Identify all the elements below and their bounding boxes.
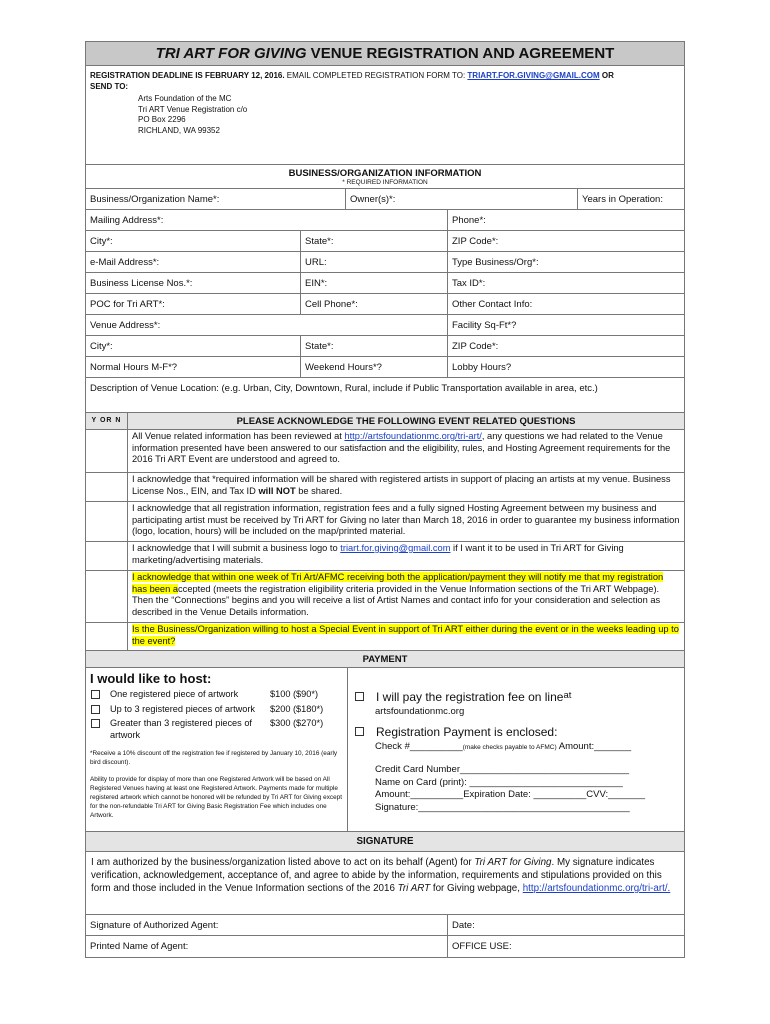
- deadline-or: OR: [599, 71, 614, 80]
- ack-item: [86, 502, 684, 542]
- hours-field[interactable]: Normal Hours M-F*?: [86, 357, 301, 377]
- ack-text: , any questions we had related to the Venue information presented have been answered to our satisfaction and the eligibility, rules, and Hosting Agreement requirements for the 2016 Tri ART Event are understood and agreed to.: [132, 431, 671, 465]
- check-payable-note: (make checks payable to AFMC): [462, 744, 557, 751]
- deadline-date: REGISTRATION DEADLINE IS FEBRUARY 12, 2016.: [90, 71, 285, 80]
- city-field[interactable]: City*:: [86, 231, 301, 251]
- host-option[interactable]: [90, 689, 343, 701]
- ack-text: be shared.: [295, 485, 343, 496]
- checkbox[interactable]: [355, 727, 364, 736]
- host-options: [86, 668, 348, 831]
- ack-text: if I want it to be used in Tri ART for Giving marketing/advertising materials.: [132, 543, 624, 565]
- venue-city-field[interactable]: City*:: [86, 336, 301, 356]
- enclosed-label: Registration Payment is enclosed:: [376, 725, 558, 739]
- office-use-field: OFFICE USE:: [452, 941, 512, 952]
- yorn-box[interactable]: [86, 473, 128, 501]
- card-amount-field[interactable]: Amount:__________Expiration Date: __________CVV:_______: [375, 789, 646, 800]
- form-row: [86, 189, 684, 210]
- ack-text: All Venue related information has been reviewed at: [132, 431, 345, 441]
- business-section-heading: [86, 165, 684, 189]
- sig-text: I am authorized by the business/organization listed above to act on its behalf (Agent) for: [91, 857, 475, 868]
- online-label: I will pay the registration fee on line: [376, 690, 564, 704]
- registration-form: [85, 41, 685, 958]
- tri-art-link[interactable]: http://artsfoundationmc.org/tri-art/.: [522, 883, 671, 894]
- check-amount: Amount:_______: [556, 741, 632, 752]
- option-label: Up to 3 registered pieces of artwork: [110, 703, 256, 714]
- email-link[interactable]: triart.for.giving@gmail.com: [340, 543, 451, 553]
- signature-statement: [86, 852, 684, 915]
- form-title: [86, 42, 684, 66]
- checkbox[interactable]: [91, 719, 100, 728]
- option-price: $200 ($180*): [270, 703, 324, 714]
- host-title: I would like to host:: [90, 671, 212, 686]
- venue-state-field[interactable]: State*:: [301, 336, 448, 356]
- phone-field[interactable]: Phone*:: [452, 215, 486, 226]
- address-line: Arts Foundation of the MC: [138, 94, 232, 103]
- signature-field[interactable]: Signature of Authorized Agent:: [86, 915, 448, 935]
- discount-note: *Receive a 10% discount off the registration fee if registered by January 10, 2016 (early bird discount).: [90, 750, 338, 766]
- option-price: $100 ($90*): [270, 689, 319, 699]
- form-row: [86, 315, 684, 336]
- ack-text: I acknowledge that I will submit a business logo to: [132, 543, 341, 553]
- yorn-box[interactable]: [86, 502, 128, 541]
- sig-text: . My signature indicates verification, acknowledgement, acceptance of, and agree to abide by the information, requirements and stipulations provided on this form and those included in the Venue Information sections of the 2016: [91, 857, 662, 894]
- sqft-field[interactable]: Facility Sq-Ft*?: [452, 320, 517, 331]
- payment-section: [86, 668, 684, 832]
- card-number-field[interactable]: Credit Card Number________________________________: [375, 764, 630, 775]
- yorn-box[interactable]: [86, 571, 128, 622]
- tax-id-field[interactable]: Tax ID*:: [452, 278, 486, 289]
- owners-field[interactable]: Owner(s)*:: [346, 189, 578, 209]
- signature-heading: SIGNATURE: [86, 832, 684, 852]
- ack-item: [86, 571, 684, 623]
- check-number: Check #__________: [375, 741, 463, 752]
- checkbox[interactable]: [91, 705, 100, 714]
- host-option[interactable]: [90, 704, 343, 716]
- yorn-box[interactable]: [86, 542, 128, 570]
- ack-text: I acknowledge that *required information will be shared with registered artists in support of placing an artists at my venue. Business License Nos., EIN, and Tax ID: [132, 474, 671, 496]
- cell-phone-field[interactable]: Cell Phone*:: [301, 294, 448, 314]
- license-field[interactable]: Business License Nos.*:: [86, 273, 301, 293]
- title-italic: TRI ART FOR GIVING: [155, 45, 307, 62]
- yorn-label: Y OR N: [86, 413, 128, 429]
- mailing-address-field[interactable]: Mailing Address*:: [86, 210, 448, 230]
- payment-methods: [348, 668, 684, 831]
- business-type-field[interactable]: Type Business/Org*:: [452, 257, 539, 268]
- acknowledge-heading: PLEASE ACKNOWLEDGE THE FOLLOWING EVENT RELATED QUESTIONS: [236, 416, 576, 427]
- send-to-label: SEND TO:: [90, 81, 129, 91]
- title-rest: VENUE REGISTRATION AND AGREEMENT: [306, 45, 615, 62]
- date-field[interactable]: Date:: [452, 920, 475, 931]
- host-option[interactable]: [90, 718, 343, 741]
- form-row: [86, 294, 684, 315]
- yorn-box[interactable]: [86, 623, 128, 650]
- business-heading: BUSINESS/ORGANIZATION INFORMATION: [288, 168, 482, 179]
- form-row: [86, 336, 684, 357]
- enclosed-option[interactable]: [354, 725, 678, 739]
- ack-highlight: I acknowledge that within one week of Tri Art/AFMC receiving both the application/payment they will notify me that my registration has been a: [132, 572, 664, 594]
- address-line: Tri ART Venue Registration c/o: [138, 104, 248, 114]
- signature-row: [86, 915, 684, 936]
- zip-field[interactable]: ZIP Code*:: [452, 236, 499, 247]
- card-name-field[interactable]: Name on Card (print): _____________________________: [375, 776, 623, 788]
- sig-italic: Tri ART for Giving: [474, 857, 552, 868]
- form-row: [86, 357, 684, 378]
- checkbox[interactable]: [91, 690, 100, 699]
- check-line[interactable]: [354, 741, 678, 752]
- card-signature-field[interactable]: Signature:________________________________________: [375, 801, 630, 813]
- email-link[interactable]: TRIART.FOR.GIVING@GMAIL.COM: [467, 71, 600, 80]
- checkbox[interactable]: [355, 692, 364, 701]
- name-row: [86, 936, 684, 957]
- years-field[interactable]: Years in Operation:: [582, 194, 663, 205]
- form-row: [86, 273, 684, 294]
- mailing-address: [90, 94, 680, 136]
- option-label: Greater than 3 registered pieces of artwork: [110, 718, 252, 740]
- poc-field[interactable]: POC for Tri ART*:: [86, 294, 301, 314]
- online-at: at: [563, 690, 572, 701]
- state-field[interactable]: State*:: [301, 231, 448, 251]
- form-row: [86, 231, 684, 252]
- ack-item: [86, 623, 684, 651]
- sig-italic: Tri ART: [397, 883, 431, 894]
- address-line: RICHLAND, WA 99352: [138, 125, 220, 135]
- deadline-section: [86, 66, 684, 165]
- url-field[interactable]: URL:: [301, 252, 448, 272]
- form-row: [86, 210, 684, 231]
- printed-name-field[interactable]: Printed Name of Agent:: [86, 936, 448, 957]
- business-name-field[interactable]: Business/Organization Name*:: [86, 189, 346, 209]
- online-option[interactable]: [354, 690, 678, 704]
- venue-description-field[interactable]: Description of Venue Location: (e.g. Urban, City, Downtown, Rural, include if Public Transportation available in area, etc.): [86, 378, 684, 413]
- other-contact-field[interactable]: Other Contact Info:: [452, 299, 533, 310]
- ack-item: [86, 430, 684, 473]
- ack-text: ccepted (meets the registration eligibility criteria provided in the Venue Information sections of the Tri ART Webpage). Then the “Connections” begins and you will receive a list of Artist Names and contact info for your consideration and selection as described in the Venue Details information.: [132, 583, 661, 617]
- option-label: One registered piece of artwork: [110, 689, 239, 699]
- ack-text: I acknowledge that all registration information, registration fees and a fully signed Hosting Agreement between my business and participating artist must be received by Tri ART for Giving no later than March 18, 2016 in order to guarantee my business information (logo, location, hours) will be included on the map/printed material.: [132, 503, 680, 537]
- ein-field[interactable]: EIN*:: [301, 273, 448, 293]
- ack-bold: will NOT: [258, 485, 296, 496]
- credit-card-fields: [354, 764, 678, 814]
- display-note: Ability to provide for display of more than one Registered Artwork will be based on All Registered Venues having at least one Registered Artwork. Payments made for multiple registered artwork which cannot be honored will be refunded by Tri ART for Giving except for the non-refundable Tri ART for Giving Basic Registration Fee which includes one Artwork.: [90, 776, 342, 819]
- payment-heading: PAYMENT: [86, 651, 684, 668]
- required-note: * REQUIRED INFORMATION: [342, 179, 428, 186]
- ack-item: [86, 542, 684, 571]
- email-field[interactable]: e-Mail Address*:: [86, 252, 301, 272]
- sig-text: for Giving webpage,: [430, 883, 523, 894]
- lobby-hours-field[interactable]: Lobby Hours?: [452, 362, 512, 373]
- option-price: $300 ($270*): [270, 718, 324, 728]
- yorn-box[interactable]: [86, 430, 128, 472]
- ack-highlight: Is the Business/Organization willing to host a Special Event in support of Tri ART either during the event or in the weeks leading up to the event?: [132, 624, 679, 646]
- form-row: [86, 252, 684, 273]
- ack-item: [86, 473, 684, 502]
- address-line: PO Box 2296: [138, 115, 186, 124]
- venue-zip-field[interactable]: ZIP Code*:: [452, 341, 499, 352]
- weekend-hours-field[interactable]: Weekend Hours*?: [301, 357, 448, 377]
- tri-art-link[interactable]: http://artsfoundationmc.org/tri-art/: [344, 431, 482, 441]
- online-site: artsfoundationmc.org: [375, 706, 465, 717]
- venue-address-field[interactable]: Venue Address*:: [86, 315, 448, 335]
- acknowledge-heading-row: [86, 413, 684, 430]
- deadline-instructions: EMAIL COMPLETED REGISTRATION FORM TO:: [284, 71, 468, 80]
